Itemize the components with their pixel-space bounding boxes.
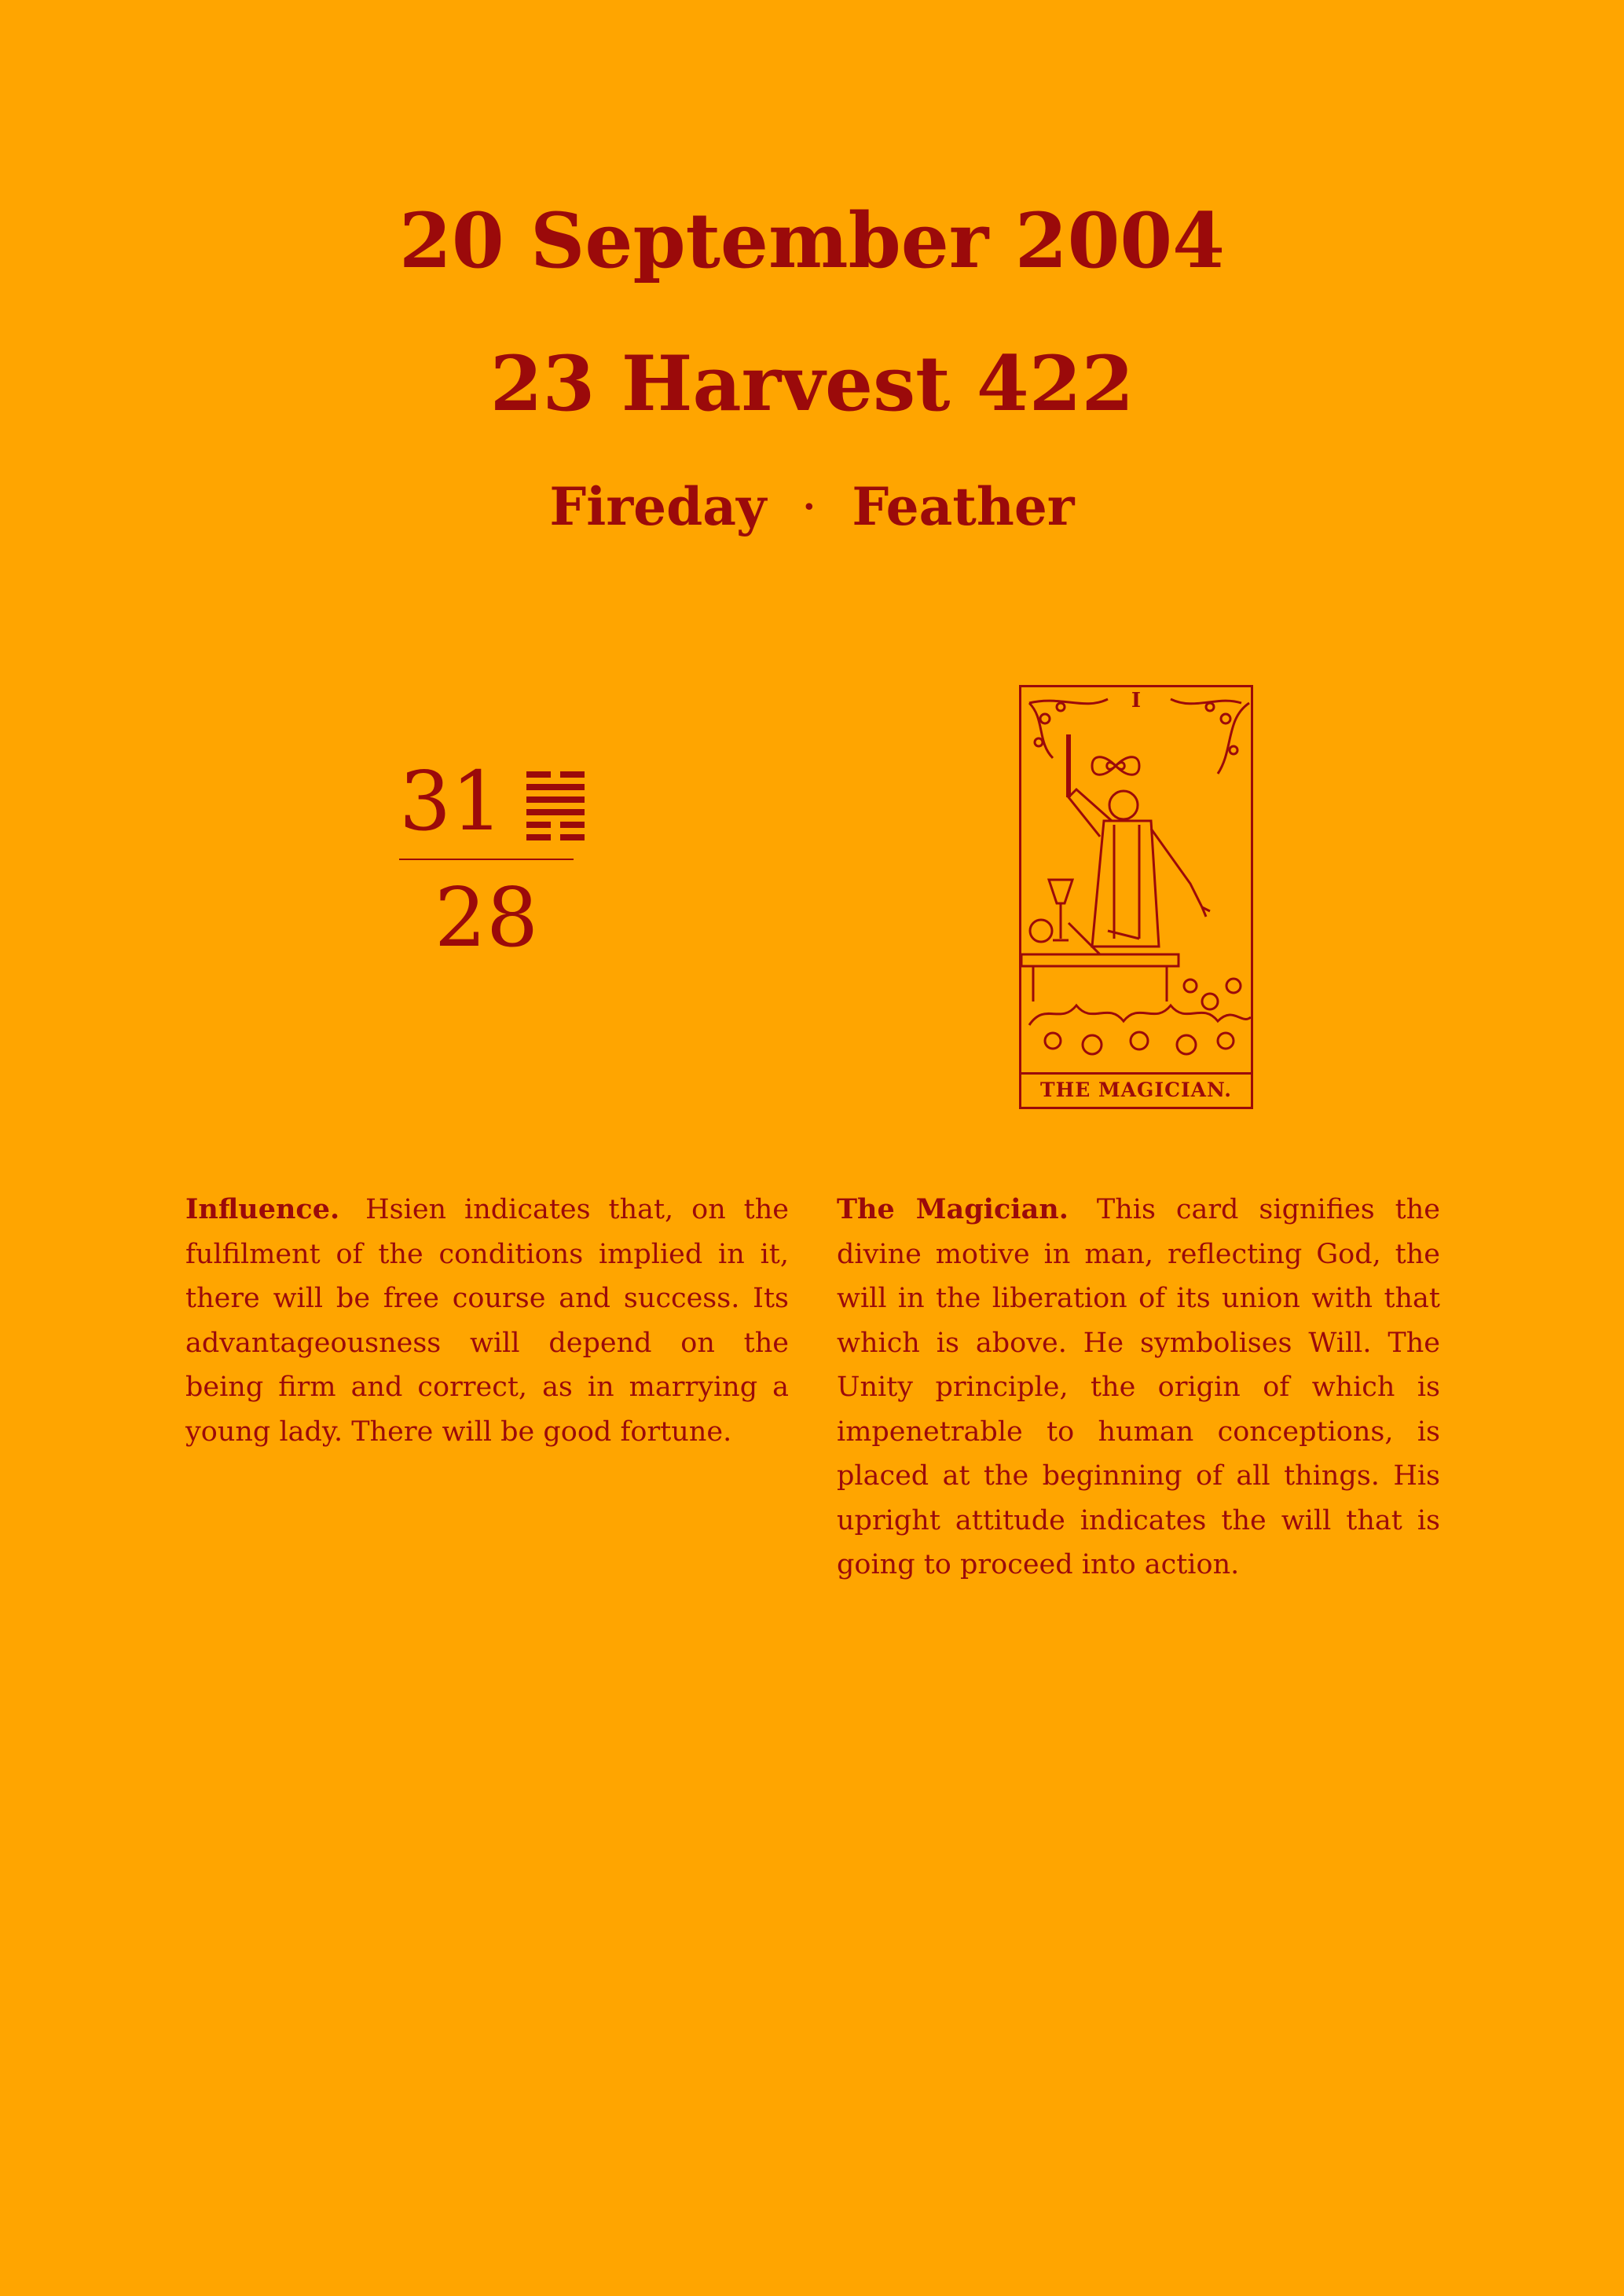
hexagram-line-4	[526, 796, 585, 803]
magician-illustration	[1021, 687, 1251, 1072]
card-section	[837, 1188, 1440, 1587]
influence-title: Influence.	[185, 1193, 340, 1225]
tarot-card	[1019, 685, 1253, 1109]
card-text: This card signifies the divine motive in man, reflecting God, the will in the liberation of its union with that which is above. He symbolises Will. The Unity principle, the origin of which is impenetrable to human conceptions, is placed at the beginning of all things. His upright attitude indicates the will that is going to proceed into action.	[837, 1194, 1440, 1580]
fraction-rule	[399, 859, 574, 860]
card-numeral: I	[1131, 689, 1142, 712]
gregorian-date: 20 September 2004	[399, 196, 1225, 285]
influence-section	[185, 1188, 789, 1454]
weekday: Fireday	[549, 476, 767, 537]
hexagram-fraction	[399, 753, 574, 965]
card-name: THE MAGICIAN.	[1021, 1072, 1251, 1107]
hexagram-line-2	[526, 822, 585, 828]
influence-text: Hsien indicates that, on the fulfilment of the conditions implied in it, there will be free course and success. Its advantageousness will depend on the being firm and correct, as in marrying a young lady. There will be good fortune.	[185, 1194, 789, 1448]
hexagram-number: 31	[399, 753, 504, 849]
hexagram-line-1	[526, 834, 585, 840]
hexagram-line-3	[526, 809, 585, 815]
hexagram-line-5	[526, 784, 585, 790]
hexagram-icon	[526, 771, 585, 840]
day-line	[0, 476, 1624, 537]
separator: ·	[801, 477, 818, 537]
hexagram-secondary-number: 28	[434, 870, 539, 965]
card-title: The Magician.	[837, 1193, 1069, 1225]
calendar-date: 23 Harvest 422	[489, 339, 1135, 428]
day-symbol: Feather	[852, 476, 1075, 537]
hexagram-line-6	[526, 771, 585, 778]
